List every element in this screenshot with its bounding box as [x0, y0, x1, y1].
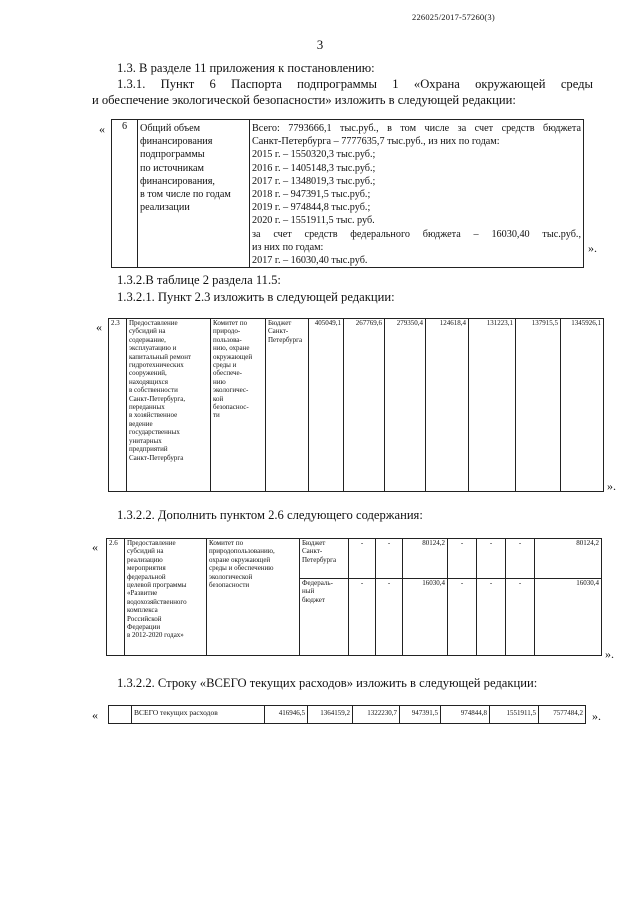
cell-line: 2020 г. – 1551911,5 тыс. руб.: [252, 215, 375, 227]
table1-close-quote: ».: [588, 241, 597, 255]
cell-line: Российской: [127, 614, 162, 623]
cell-line: Бюджет: [302, 539, 326, 547]
cell-line: переданных: [129, 403, 165, 412]
cell-line: 2015 г. – 1550320,3 тыс.руб.;: [252, 149, 376, 161]
cell-line: содержание,: [129, 335, 166, 344]
document-id: 226025/2017-57260(3): [412, 12, 495, 22]
cell-line: Санкт-: [302, 547, 323, 556]
total-row-label: ВСЕГО текущих расходов: [132, 706, 265, 724]
cell-line: по источникам: [140, 162, 205, 174]
cell-line: эксплуатацию и: [129, 344, 177, 353]
paragraph-1-3-2-1: 1.3.2.1. Пункт 2.3 изложить в следующей редакции:: [117, 290, 395, 304]
cell-line: комплекса: [127, 606, 158, 615]
cell-line: среды и: [213, 361, 237, 370]
cell-line: Общий объем: [140, 123, 201, 134]
paragraph-1-3-1-line2: и обеспечение экологической безопасности» изложить в следующей редакции:: [92, 93, 516, 107]
table-item-2-6: [106, 538, 602, 656]
cell-line: ведение: [129, 419, 153, 428]
passport-item-number: 6: [112, 120, 138, 268]
cell-line: находящихся: [129, 377, 168, 386]
cell-line: Всего: 7793666,1 тыс.руб., в том числе за счет средств бюджета: [252, 123, 581, 134]
cell-line: Предоставление: [129, 319, 178, 327]
cell-line: за счет средств федерального бюджета – 16030,40 тыс.руб.,: [252, 228, 581, 240]
cell-line: из них по годам:: [252, 241, 324, 253]
item-2-6-fed-2016: -: [376, 579, 403, 656]
item-2-3-value-total: 1345926,1: [561, 319, 604, 492]
cell-line: Предоставление: [127, 539, 176, 547]
cell-line: Комитет по: [209, 539, 244, 547]
item-2-6-source-federal: [300, 579, 349, 656]
item-2-3-value-2017: 279350,4: [385, 319, 426, 492]
total-value-2020: 1551911,5: [490, 706, 539, 724]
table-total-current-expenses: [108, 705, 586, 724]
cell-line: кой: [213, 394, 224, 403]
cell-line: окружающей: [213, 352, 253, 361]
item-2-6-source-city: [300, 539, 349, 579]
cell-line: федеральной: [127, 572, 166, 581]
cell-line: целевой программы: [127, 581, 187, 590]
paragraph-1-3-2: 1.3.2.В таблице 2 раздела 11.5:: [117, 273, 281, 287]
table2-open-quote: «: [96, 320, 102, 334]
item-2-6-fed-2018: -: [448, 579, 477, 656]
item-2-6-city-2020: -: [506, 539, 535, 579]
cell-line: государственных: [129, 428, 180, 437]
table-item-2-3: [108, 318, 604, 492]
cell-line: природопользованию,: [209, 547, 275, 556]
table1-open-quote: «: [99, 122, 105, 136]
paragraph-1-3-2-2-add: 1.3.2.2. Дополнить пунктом 2.6 следующего содержания:: [117, 508, 423, 522]
cell-line: Санкт-Петербурга,: [129, 394, 186, 403]
total-value-2018: 947391,5: [400, 706, 441, 724]
cell-line: охране окружающей: [209, 555, 271, 564]
item-2-6-fed-total: 16030,4: [535, 579, 602, 656]
cell-line: Федераль-: [302, 579, 333, 587]
item-2-3-value-2018: 124618,4: [426, 319, 469, 492]
cell-line: экологической: [209, 572, 253, 581]
cell-line: 2019 г. – 974844,8 тыс.руб.;: [252, 202, 371, 214]
cell-line: Санкт-: [268, 327, 289, 336]
paragraph-1-3: 1.3. В разделе 11 приложения к постановлению:: [117, 61, 375, 75]
cell-line: финансирования,: [140, 175, 215, 187]
item-2-3-source: [266, 319, 309, 492]
cell-line: пользова-: [213, 335, 242, 344]
table2-close-quote: ».: [607, 479, 616, 493]
cell-line: Федерации: [127, 623, 161, 632]
table4-close-quote: ».: [592, 709, 601, 723]
cell-line: обеспече-: [213, 369, 242, 378]
cell-line: среды и обеспечению: [209, 564, 274, 573]
item-2-6-city-2015: -: [349, 539, 376, 579]
cell-line: мероприятия: [127, 564, 166, 573]
total-value-2017: 1322230,7: [353, 706, 400, 724]
cell-line: подпрограммы: [140, 149, 205, 161]
item-2-3-value-2016: 267769,6: [344, 319, 385, 492]
cell-line: в хозяйственное: [129, 411, 178, 420]
cell-line: «Развитие: [127, 589, 158, 598]
cell-line: субсидий на: [127, 547, 164, 556]
item-2-6-number: 2.6: [107, 539, 125, 656]
item-2-6-city-total: 80124,2: [535, 539, 602, 579]
cell-line: финансирования: [140, 136, 213, 148]
cell-line: безопасности: [209, 581, 250, 590]
cell-line: реализацию: [127, 555, 163, 564]
cell-line: Санкт-Петербурга – 7777635,7 тыс.руб., из них по годам:: [252, 136, 500, 148]
cell-line: нию: [213, 377, 226, 386]
total-value-2015: 416946,5: [265, 706, 308, 724]
cell-line: водохозяйственного: [127, 597, 187, 606]
cell-line: 2017 г. – 1348019,3 тыс.руб.;: [252, 175, 376, 187]
item-2-3-executor: [211, 319, 266, 492]
cell-line: безопаснос-: [213, 403, 249, 412]
table3-close-quote: ».: [605, 647, 614, 661]
cell-line: гидротехнических: [129, 361, 184, 370]
cell-line: Петербурга: [302, 555, 337, 564]
cell-line: ти: [213, 411, 220, 420]
item-2-6-city-2019: -: [477, 539, 506, 579]
item-2-6-city-2016: -: [376, 539, 403, 579]
cell-line: реализации: [140, 202, 190, 214]
passport-item-value: [250, 120, 584, 268]
item-2-6-city-2017: 80124,2: [403, 539, 448, 579]
cell-line: 2016 г. – 1405148,3 тыс.руб.;: [252, 162, 376, 174]
cell-line: природо-: [213, 327, 241, 336]
paragraph-1-3-2-2-total: 1.3.2.2. Строку «ВСЕГО текущих расходов» изложить в следующей редакции:: [117, 676, 538, 690]
item-2-3-value-2019: 131223,1: [469, 319, 516, 492]
table3-open-quote: «: [92, 540, 98, 554]
item-2-6-executor: [207, 539, 300, 656]
cell-line: нию, охране: [213, 344, 250, 353]
cell-line: 2017 г. – 16030,40 тыс.руб.: [252, 255, 368, 267]
cell-line: предприятий: [129, 445, 168, 454]
total-row-number-cell: [109, 706, 132, 724]
total-value-all: 7577484,2: [539, 706, 586, 724]
item-2-3-value-2020: 137915,5: [516, 319, 561, 492]
table4-open-quote: «: [92, 708, 98, 722]
page-number: 3: [316, 37, 324, 52]
item-2-6-fed-2019: -: [477, 579, 506, 656]
cell-line: сооружений,: [129, 369, 167, 378]
cell-line: унитарных: [129, 436, 162, 445]
item-2-3-value-2015: 405049,1: [309, 319, 344, 492]
total-value-2019: 974844,8: [441, 706, 490, 724]
cell-line: в 2012-2020 годах»: [127, 631, 184, 640]
item-2-6-fed-2015: -: [349, 579, 376, 656]
cell-line: Бюджет: [268, 319, 292, 327]
paragraph-1-3-1-line1: 1.3.1. Пункт 6 Паспорта подпрограммы 1 «Охрана окружающей среды: [117, 77, 593, 91]
total-value-2016: 1364159,2: [308, 706, 353, 724]
item-2-3-number: 2.3: [109, 319, 127, 492]
cell-line: Комитет по: [213, 319, 248, 327]
cell-line: Санкт-Петербурга: [129, 453, 184, 462]
passport-item-label: [138, 120, 250, 268]
item-2-3-description: [127, 319, 211, 492]
cell-line: 2018 г. – 947391,5 тыс.руб.;: [252, 189, 371, 201]
cell-line: в собственности: [129, 386, 178, 395]
passport-table: [111, 119, 584, 268]
cell-line: ный: [302, 587, 315, 596]
cell-line: Петербурга: [268, 335, 303, 344]
item-2-6-city-2018: -: [448, 539, 477, 579]
item-2-6-fed-2017: 16030,4: [403, 579, 448, 656]
cell-line: в том числе по годам: [140, 189, 231, 201]
cell-line: бюджет: [302, 595, 325, 604]
cell-line: субсидий на: [129, 327, 166, 336]
item-2-6-description: [125, 539, 207, 656]
cell-line: капитальный ремонт: [129, 352, 192, 361]
item-2-6-fed-2020: -: [506, 579, 535, 656]
cell-line: экологичес-: [213, 386, 249, 395]
